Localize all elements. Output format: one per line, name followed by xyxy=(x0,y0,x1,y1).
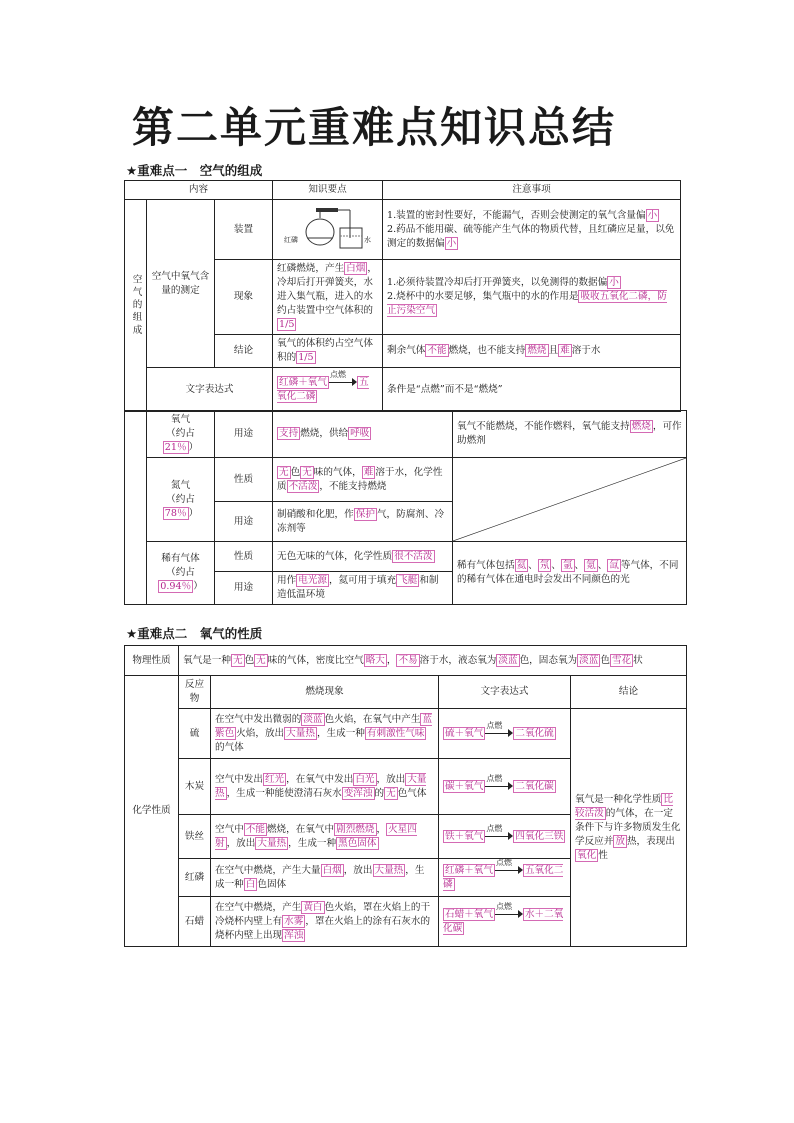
combustion-sulfur: 在空气中发出微弱的 淡蓝 色火焰，在氧气中产生 蓝紫色 火焰，放出 大量热 ，生成一种 有刺激性气味的气体 xyxy=(211,709,439,759)
apparatus-icon xyxy=(282,204,374,250)
apparatus-figure xyxy=(273,200,383,260)
air-gases-table xyxy=(124,410,687,605)
physical-property-label: 物理性质 xyxy=(125,646,179,676)
nitrogen-name-cell: 氮气 （约占78％ ） xyxy=(147,458,215,542)
noble-gas-property: 无色无味的气体，化学性质 很不活泼 xyxy=(273,542,453,572)
physical-property-text: 氧气是一种 无 色 无 味的气体，密度比空气 略大 ， 不易 溶于水，液态氧为 淡蓝 色，固态氧为 淡蓝 色 雪花 状 xyxy=(179,646,687,676)
reactant-charcoal: 木炭 xyxy=(179,759,211,815)
combustion-iron-wire: 空气中 不能 燃烧，在氧气中 剧烈燃烧 ， 火星四射 ，放出 大量热 ，生成一种 黑色固体 xyxy=(211,815,439,859)
reaction-arrow-icon: 点燃 xyxy=(329,377,357,387)
header-knowledge: 知识要点 xyxy=(273,181,383,200)
device-note-2: 2.药品不能用碳、硫等能产生气体的物质代替，且红磷应足量，以免测定的数据偏 小 xyxy=(387,223,675,249)
reaction-arrow-icon: 点燃 xyxy=(495,909,523,919)
phenomenon-notes xyxy=(383,260,681,335)
reaction-arrow-icon: 点燃 xyxy=(485,728,513,738)
header-equation: 文字表达式 xyxy=(439,676,571,709)
reactant-paraffin: 石蜡 xyxy=(179,897,211,947)
equation-note: 条件是“点燃”而不是“燃烧” xyxy=(383,368,681,412)
header-combustion: 燃烧现象 xyxy=(211,676,439,709)
equation-label: 文字表达式 xyxy=(147,368,273,412)
phosphorus-equation: 红磷＋氧气 点燃 五氧化二磷 xyxy=(273,368,383,412)
equation-charcoal: 碳＋氧气 点燃 二氧化碳 xyxy=(439,759,571,815)
section1-heading: ★重难点一 空气的组成 xyxy=(126,163,263,178)
oxygen-properties-table xyxy=(124,645,687,947)
section2-heading: ★重难点二 氧气的性质 xyxy=(126,626,263,641)
nitrogen-use-label: 用途 xyxy=(215,502,273,542)
header-reactant: 反应物 xyxy=(179,676,211,709)
nitrogen-use: 制硝酸和化肥，作 保护 气，防腐剂、冷冻剂等 xyxy=(273,502,453,542)
combustion-paraffin: 在空气中燃烧，产生 黄白 色火焰，罩在火焰上的干冷烧杯内壁上有 水雾 ，罩在火焰上的涂有石灰水的烧杯内壁上出现 浑浊 xyxy=(211,897,439,947)
air-composition-table xyxy=(124,180,681,412)
apparatus-label-phosphorus: 红磷 xyxy=(283,236,298,244)
oxygen-use-label: 用途 xyxy=(215,411,273,458)
noble-gas-note: 稀有气体包括 氦 、 氖 、 氩 、 氪 、 氙 等气体，不同的稀有气体在通电时会发出不同颜色的光 xyxy=(453,542,687,605)
header-content: 内容 xyxy=(125,181,273,200)
table-row xyxy=(125,709,687,759)
header-conclusion: 结论 xyxy=(571,676,687,709)
reactant-iron-wire: 铁丝 xyxy=(179,815,211,859)
reaction-arrow-icon: 点燃 xyxy=(495,865,523,875)
reactant-red-phosphorus: 红磷 xyxy=(179,859,211,897)
reactant-sulfur: 硫 xyxy=(179,709,211,759)
header-notes: 注意事项 xyxy=(383,181,681,200)
equation-paraffin: 石蜡＋氧气 点燃 水＋二氧化碳 xyxy=(439,897,571,947)
empty-diagonal-cell xyxy=(453,458,687,542)
reaction-arrow-icon: 点燃 xyxy=(485,831,513,841)
reaction-arrow-icon: 点燃 xyxy=(485,781,513,791)
nitrogen-property: 无 色 无 味的气体， 难 溶于水，化学性质 不活泼 ，不能支持燃烧 xyxy=(273,458,453,502)
oxygen-note: 氧气不能燃烧，不能作燃料，氧气能支持 燃烧 ，可作助燃剂 xyxy=(453,411,687,458)
oxygen-conclusion: 氧气是一种化学性质 比较活泼 的气体，在一定条件下与许多物质发生化学反应并 放 热，表现出氧化 性 xyxy=(571,709,687,947)
conclusion-label: 结论 xyxy=(215,335,273,368)
chemical-property-label: 化学性质 xyxy=(125,676,179,947)
equation-iron-wire: 铁＋氧气 点燃 四氧化三铁 xyxy=(439,815,571,859)
device-label: 装置 xyxy=(215,200,273,260)
phenomenon-knowledge: 红磷燃烧，产生 白烟 ，冷却后打开弹簧夹，水进入集气瓶，进入的水约占装置中空气体积的1/5 xyxy=(273,260,383,335)
phenomenon-label: 现象 xyxy=(215,260,273,335)
noble-gas-use-label: 用途 xyxy=(215,572,273,605)
device-note-1: 1.装置的密封性要好，不能漏气，否则会使测定的氧气含量偏 小 xyxy=(387,209,658,221)
page-title: 第二单元重难点知识总结 xyxy=(132,103,617,152)
equation-red-phosphorus: 红磷＋氧气 点燃 五氧化二磷 xyxy=(439,859,571,897)
device-notes xyxy=(383,200,681,260)
combustion-red-phosphorus: 在空气中燃烧，产生大量 白烟 ，放出 大量热 ，生成一种 白 色固体 xyxy=(211,859,439,897)
apparatus-label-water: 水 xyxy=(363,236,371,244)
oxygen-use: 支持 燃烧，供给 呼吸 xyxy=(273,411,453,458)
air-composition-group-label: 空气的组成 xyxy=(125,200,147,412)
noble-gas-property-label: 性质 xyxy=(215,542,273,572)
noble-gas-use: 用作 电光源 ，氦可用于填充 飞艇 和制造低温环境 xyxy=(273,572,453,605)
phenomenon-note-1: 1.必须待装置冷却后打开弹簧夹，以免测得的数据偏 小 xyxy=(387,277,619,288)
conclusion-notes: 剩余气体 不能 燃烧，也不能支持 燃烧 且 难 溶于水 xyxy=(383,335,681,368)
combustion-charcoal: 空气中发出 红光 ，在氧气中发出 白光 ，放出 大量热 ，生成一种能使澄清石灰水 变浑浊 的 无 色气体 xyxy=(211,759,439,815)
nitrogen-property-label: 性质 xyxy=(215,458,273,502)
air-composition-group-label-cont xyxy=(125,411,147,605)
conclusion-knowledge: 氧气的体积约占空气体积的 1/5 xyxy=(273,335,383,368)
phenomenon-note-2: 2.烧杯中的水要足够，集气瓶中的水的作用是 吸收五氧化二磷，防止污染空气 xyxy=(387,291,667,316)
oxygen-name-cell: 氧气 （约占21％ ） xyxy=(147,411,215,458)
noble-gas-name-cell: 稀有气体 （约占0.94％ ） xyxy=(147,542,215,605)
equation-sulfur: 硫＋氧气 点燃 二氧化硫 xyxy=(439,709,571,759)
oxygen-content-measure-label: 空气中氧气含量的测定 xyxy=(147,200,215,368)
